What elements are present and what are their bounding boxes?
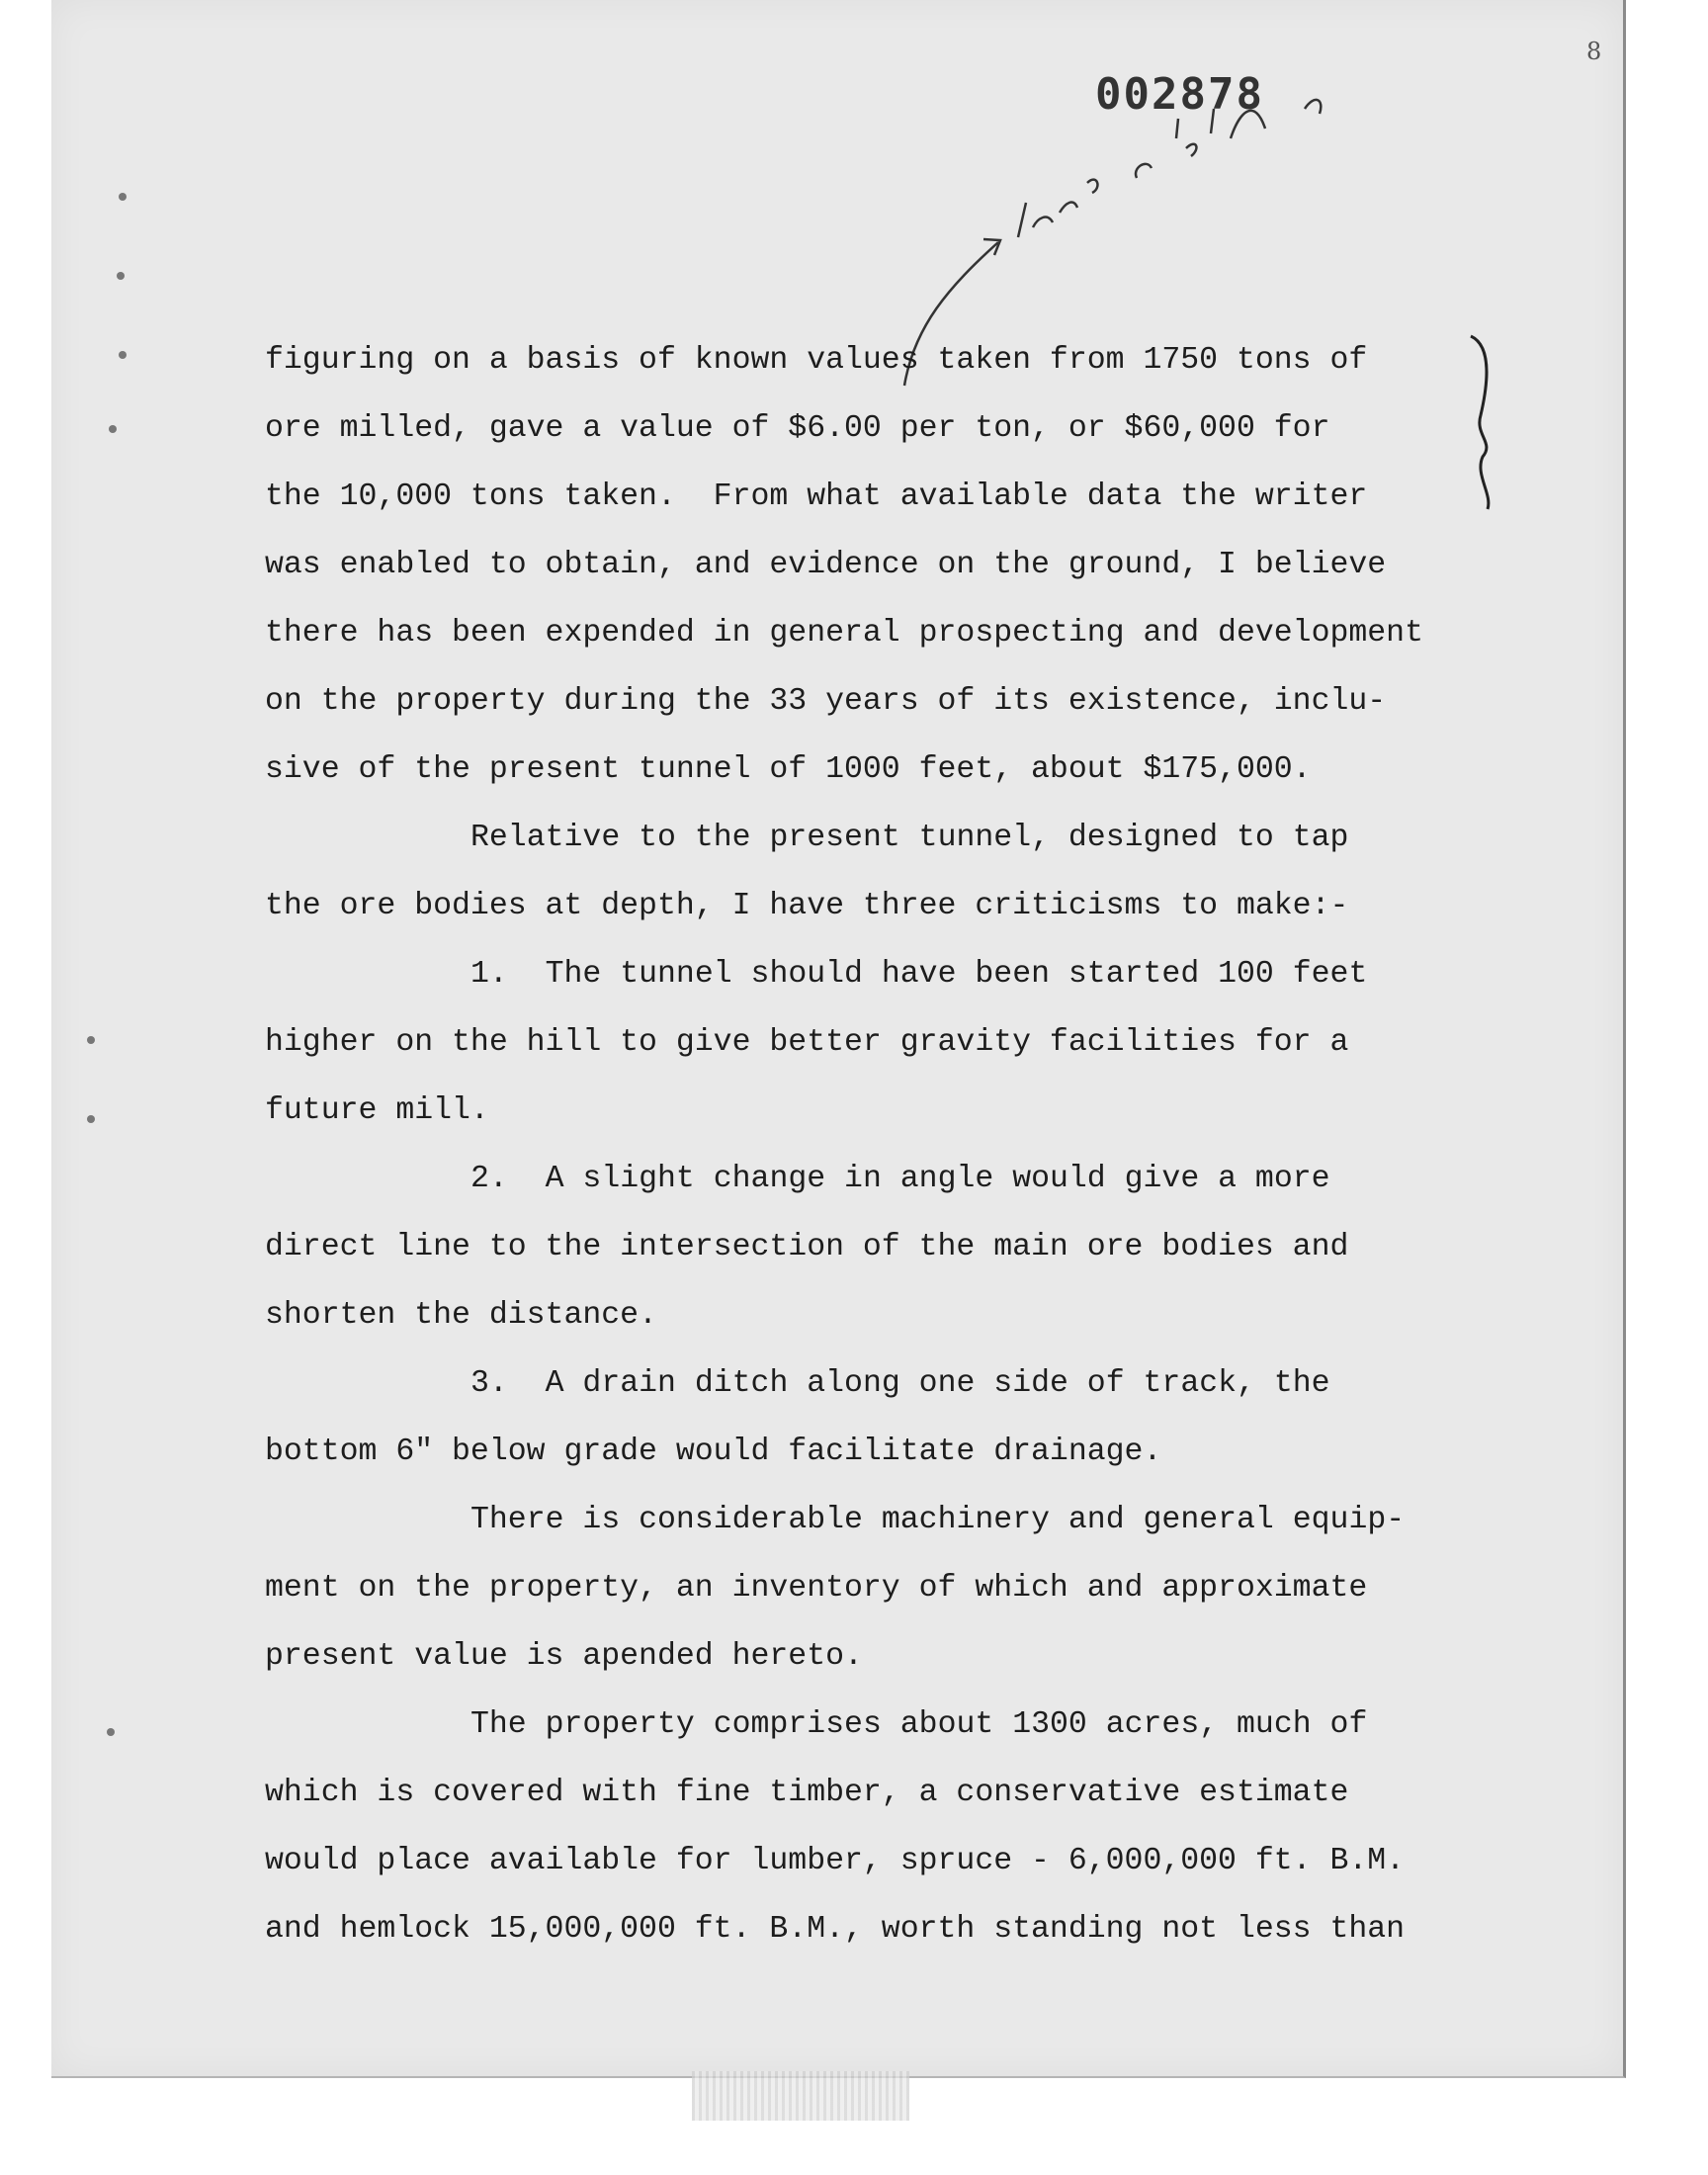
text-line: and hemlock 15,000,000 ft. B.M., worth standing not less than xyxy=(265,1912,1406,1947)
text-line: direct line to the intersection of the main ore bodies and xyxy=(265,1230,1349,1264)
text-line: figuring on a basis of known values taken from 1750 tons of xyxy=(265,343,1368,378)
text-line: the 10,000 tons taken. From what available data the writer xyxy=(265,479,1368,514)
text-line: 1. The tunnel should have been started 100 feet xyxy=(470,957,1368,992)
text-line: sive of the present tunnel of 1000 feet, about $175,000. xyxy=(265,752,1312,787)
text-line: the ore bodies at depth, I have three criticisms to make:- xyxy=(265,889,1349,923)
text-line: ment on the property, an inventory of which and approximate xyxy=(265,1571,1368,1606)
text-line: there has been expended in general prospecting and development xyxy=(265,616,1423,651)
text-line: bottom 6" below grade would facilitate drainage. xyxy=(265,1435,1162,1469)
text-line: higher on the hill to give better gravity facilities for a xyxy=(265,1025,1349,1060)
text-line: The property comprises about 1300 acres, much of xyxy=(470,1707,1368,1742)
text-line: on the property during the 33 years of its existence, inclu- xyxy=(265,684,1387,719)
text-line: shorten the distance. xyxy=(265,1298,657,1333)
text-line: Relative to the present tunnel, designed to tap xyxy=(470,821,1349,855)
text-line: 3. A drain ditch along one side of track, the xyxy=(470,1366,1330,1401)
text-line: was enabled to obtain, and evidence on the ground, I believe xyxy=(265,548,1387,582)
handwritten-note xyxy=(1018,100,1321,237)
document-number: 002878 xyxy=(1095,69,1264,120)
typed-body-text xyxy=(265,326,1530,1963)
text-line: There is considerable machinery and general equip- xyxy=(470,1503,1406,1537)
page-number: 8 xyxy=(1586,38,1602,65)
text-line: which is covered with fine timber, a conservative estimate xyxy=(265,1776,1349,1810)
text-line: would place available for lumber, spruce - 6,000,000 ft. B.M. xyxy=(265,1844,1406,1878)
text-line: future mill. xyxy=(265,1093,489,1128)
text-line: present value is apended hereto. xyxy=(265,1639,863,1674)
text-line: 2. A slight change in angle would give a more xyxy=(470,1162,1330,1196)
text-line: ore milled, gave a value of $6.00 per ton, or $60,000 for xyxy=(265,411,1330,446)
